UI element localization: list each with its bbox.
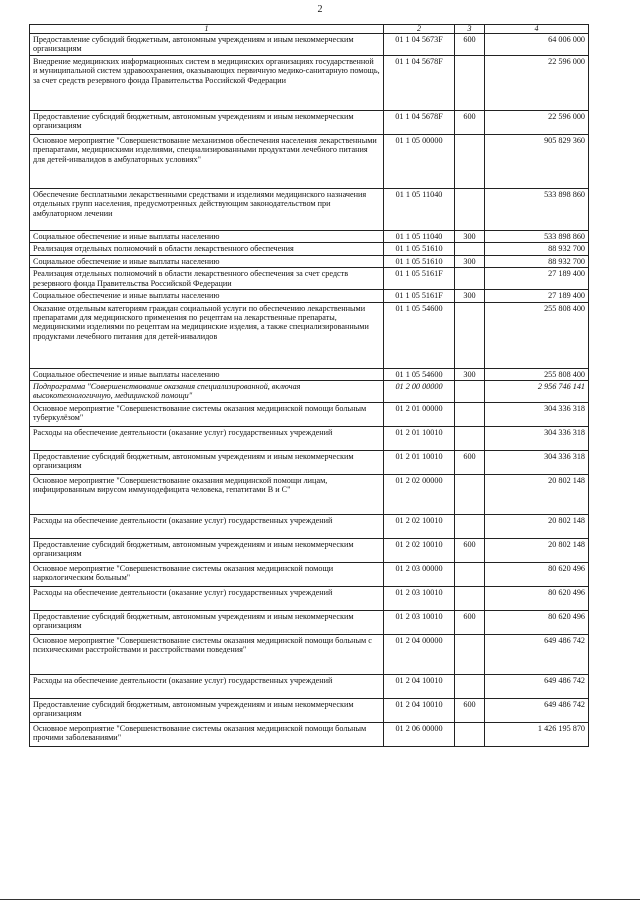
- row-code-cell: 01 1 05 5161F: [384, 268, 455, 290]
- row-code-cell: 01 2 00 00000: [384, 381, 455, 403]
- table-row: [30, 635, 589, 675]
- row-code-cell: 01 1 04 5678F: [384, 56, 455, 111]
- row-amount-cell: 255 808 400: [485, 368, 589, 380]
- row-code-cell: 01 1 05 11040: [384, 189, 455, 231]
- table-row: [30, 368, 589, 380]
- table-row: [30, 563, 589, 587]
- table-row: [30, 231, 589, 243]
- row-code-cell: 01 1 04 5678F: [384, 111, 455, 135]
- row-name-cell: Расходы на обеспечение деятельности (оказание услуг) государственных учреждений: [30, 427, 384, 451]
- table-row: [30, 111, 589, 135]
- row-name-cell: Основное мероприятие "Совершенствование системы оказания медицинской помощи больным прочими заболеваниями": [30, 723, 384, 747]
- row-amount-cell: 533 898 860: [485, 189, 589, 231]
- row-code-cell: 01 1 05 5161F: [384, 290, 455, 302]
- row-amount-cell: 20 802 148: [485, 475, 589, 515]
- row-amount-cell: 649 486 742: [485, 675, 589, 699]
- row-type-cell: 300: [455, 255, 485, 267]
- row-type-cell: [455, 243, 485, 255]
- table-row: [30, 723, 589, 747]
- row-code-cell: 01 2 02 00000: [384, 475, 455, 515]
- column-header-amount: 4: [485, 25, 589, 34]
- row-code-cell: 01 1 05 00000: [384, 135, 455, 189]
- column-header-code: 2: [384, 25, 455, 34]
- row-type-cell: [455, 723, 485, 747]
- row-type-cell: [455, 475, 485, 515]
- table-row: [30, 611, 589, 635]
- row-type-cell: 600: [455, 539, 485, 563]
- row-name-cell: Оказание отдельным категориям граждан социальной услуги по обеспечению лекарственными препаратами для медицинского применения по рецептам на лекарственные препараты, медицинскими изделиями по рецептам на медицинские изделия, а также специализированными продуктами лечебного питания для детей-инвалидов: [30, 302, 384, 368]
- row-type-cell: 600: [455, 699, 485, 723]
- row-type-cell: 600: [455, 451, 485, 475]
- row-type-cell: [455, 675, 485, 699]
- table-row: [30, 255, 589, 267]
- row-name-cell: Социальное обеспечение и иные выплаты населению: [30, 290, 384, 302]
- budget-table: [29, 24, 589, 747]
- table-row: [30, 268, 589, 290]
- row-code-cell: 01 2 01 10010: [384, 451, 455, 475]
- row-name-cell: Социальное обеспечение и иные выплаты населению: [30, 231, 384, 243]
- row-type-cell: [455, 515, 485, 539]
- row-amount-cell: 80 620 496: [485, 611, 589, 635]
- table-row: [30, 381, 589, 403]
- page-bottom-rule: [0, 899, 640, 900]
- row-type-cell: 600: [455, 111, 485, 135]
- row-code-cell: 01 2 01 00000: [384, 403, 455, 427]
- row-name-cell: Подпрограмма "Совершенствование оказания специализированной, включая высокотехнологичную, медицинской помощи": [30, 381, 384, 403]
- row-type-cell: [455, 189, 485, 231]
- row-code-cell: 01 2 01 10010: [384, 427, 455, 451]
- row-code-cell: 01 2 02 10010: [384, 539, 455, 563]
- row-type-cell: [455, 56, 485, 111]
- row-type-cell: [455, 587, 485, 611]
- row-name-cell: Основное мероприятие "Совершенствование системы оказания медицинской помощи больным туберкулёзом": [30, 403, 384, 427]
- row-amount-cell: 649 486 742: [485, 635, 589, 675]
- row-name-cell: Предоставление субсидий бюджетным, автономным учреждениям и иным некоммерческим организациям: [30, 111, 384, 135]
- table-row: [30, 515, 589, 539]
- row-code-cell: 01 2 06 00000: [384, 723, 455, 747]
- row-type-cell: 300: [455, 231, 485, 243]
- row-amount-cell: 80 620 496: [485, 587, 589, 611]
- row-code-cell: 01 1 05 51610: [384, 243, 455, 255]
- row-name-cell: Социальное обеспечение и иные выплаты населению: [30, 368, 384, 380]
- row-name-cell: Обеспечение бесплатными лекарственными средствами и изделиями медицинского назначения отдельных групп населения, предусмотренных действующим законодательством при амбулаторном лечении: [30, 189, 384, 231]
- table-row: [30, 34, 589, 56]
- row-amount-cell: 304 336 318: [485, 451, 589, 475]
- table-row: [30, 189, 589, 231]
- column-header-type: 3: [455, 25, 485, 34]
- row-type-cell: 600: [455, 611, 485, 635]
- table-row: [30, 427, 589, 451]
- row-name-cell: Внедрение медицинских информационных систем в медицинских организациях государственной и муниципальной систем здравоохранения, оказывающих первичную медико-санитарную помощь, за счет средств резервного фонда Правительства Российской Федерации: [30, 56, 384, 111]
- row-type-cell: [455, 563, 485, 587]
- row-amount-cell: 255 808 400: [485, 302, 589, 368]
- row-code-cell: 01 2 03 10010: [384, 611, 455, 635]
- table-row: [30, 699, 589, 723]
- table-row: [30, 475, 589, 515]
- row-name-cell: Расходы на обеспечение деятельности (оказание услуг) государственных учреждений: [30, 675, 384, 699]
- row-name-cell: Предоставление субсидий бюджетным, автономным учреждениям и иным некоммерческим организациям: [30, 34, 384, 56]
- row-amount-cell: 22 596 000: [485, 56, 589, 111]
- row-code-cell: 01 2 03 00000: [384, 563, 455, 587]
- row-amount-cell: 88 932 700: [485, 255, 589, 267]
- row-name-cell: Расходы на обеспечение деятельности (оказание услуг) государственных учреждений: [30, 587, 384, 611]
- row-amount-cell: 22 596 000: [485, 111, 589, 135]
- row-type-cell: 300: [455, 368, 485, 380]
- table-row: [30, 302, 589, 368]
- table-row: [30, 403, 589, 427]
- table-row: [30, 539, 589, 563]
- page-number: 2: [317, 4, 323, 15]
- row-amount-cell: 905 829 360: [485, 135, 589, 189]
- row-name-cell: Основное мероприятие "Совершенствование системы оказания медицинской помощи больным с психическими расстройствами и расстройствами поведения": [30, 635, 384, 675]
- row-amount-cell: 533 898 860: [485, 231, 589, 243]
- table-row: [30, 587, 589, 611]
- row-type-cell: 600: [455, 34, 485, 56]
- row-name-cell: Реализация отдельных полномочий в области лекарственного обеспечения: [30, 243, 384, 255]
- table-row: [30, 290, 589, 302]
- row-code-cell: 01 1 05 54600: [384, 302, 455, 368]
- row-amount-cell: 2 956 746 141: [485, 381, 589, 403]
- row-code-cell: 01 2 04 10010: [384, 675, 455, 699]
- row-name-cell: Предоставление субсидий бюджетным, автономным учреждениям и иным некоммерческим организациям: [30, 699, 384, 723]
- table-row: [30, 243, 589, 255]
- row-amount-cell: 88 932 700: [485, 243, 589, 255]
- row-name-cell: Предоставление субсидий бюджетным, автономным учреждениям и иным некоммерческим организациям: [30, 539, 384, 563]
- row-type-cell: [455, 427, 485, 451]
- row-amount-cell: 80 620 496: [485, 563, 589, 587]
- row-type-cell: [455, 635, 485, 675]
- table-header-row: [30, 25, 589, 34]
- row-amount-cell: 304 336 318: [485, 403, 589, 427]
- row-type-cell: [455, 302, 485, 368]
- row-amount-cell: 20 802 148: [485, 539, 589, 563]
- table-row: [30, 56, 589, 111]
- row-code-cell: 01 2 04 00000: [384, 635, 455, 675]
- row-name-cell: Основное мероприятие "Совершенствование механизмов обеспечения населения лекарственными препаратами, медицинскими изделиями, специализированными продуктами лечебного питания для детей-инвалидов в амбулаторных условиях": [30, 135, 384, 189]
- row-type-cell: 300: [455, 290, 485, 302]
- row-code-cell: 01 1 04 5673F: [384, 34, 455, 56]
- row-type-cell: [455, 268, 485, 290]
- column-header-name: 1: [30, 25, 384, 34]
- row-amount-cell: 304 336 318: [485, 427, 589, 451]
- row-name-cell: Реализация отдельных полномочий в области лекарственного обеспечения за счет средств резервного фонда Правительства Российской Федерации: [30, 268, 384, 290]
- row-type-cell: [455, 403, 485, 427]
- row-amount-cell: 1 426 195 870: [485, 723, 589, 747]
- row-name-cell: Предоставление субсидий бюджетным, автономным учреждениям и иным некоммерческим организациям: [30, 611, 384, 635]
- row-amount-cell: 27 189 400: [485, 290, 589, 302]
- row-name-cell: Расходы на обеспечение деятельности (оказание услуг) государственных учреждений: [30, 515, 384, 539]
- table-row: [30, 675, 589, 699]
- row-name-cell: Предоставление субсидий бюджетным, автономным учреждениям и иным некоммерческим организациям: [30, 451, 384, 475]
- table-row: [30, 451, 589, 475]
- row-code-cell: 01 2 04 10010: [384, 699, 455, 723]
- row-code-cell: 01 1 05 51610: [384, 255, 455, 267]
- row-code-cell: 01 1 05 11040: [384, 231, 455, 243]
- row-code-cell: 01 2 02 10010: [384, 515, 455, 539]
- row-type-cell: [455, 135, 485, 189]
- row-amount-cell: 64 006 000: [485, 34, 589, 56]
- row-code-cell: 01 2 03 10010: [384, 587, 455, 611]
- row-type-cell: [455, 381, 485, 403]
- row-name-cell: Основное мероприятие "Совершенствование системы оказания медицинской помощи наркологическим больным": [30, 563, 384, 587]
- row-amount-cell: 27 189 400: [485, 268, 589, 290]
- row-amount-cell: 649 486 742: [485, 699, 589, 723]
- row-name-cell: Социальное обеспечение и иные выплаты населению: [30, 255, 384, 267]
- row-code-cell: 01 1 05 54600: [384, 368, 455, 380]
- row-amount-cell: 20 802 148: [485, 515, 589, 539]
- table-row: [30, 135, 589, 189]
- row-name-cell: Основное мероприятие "Совершенствование оказания медицинской помощи лицам, инфицированным вирусом иммунодефицита человека, гепатитами В и С": [30, 475, 384, 515]
- table-body: [30, 34, 589, 747]
